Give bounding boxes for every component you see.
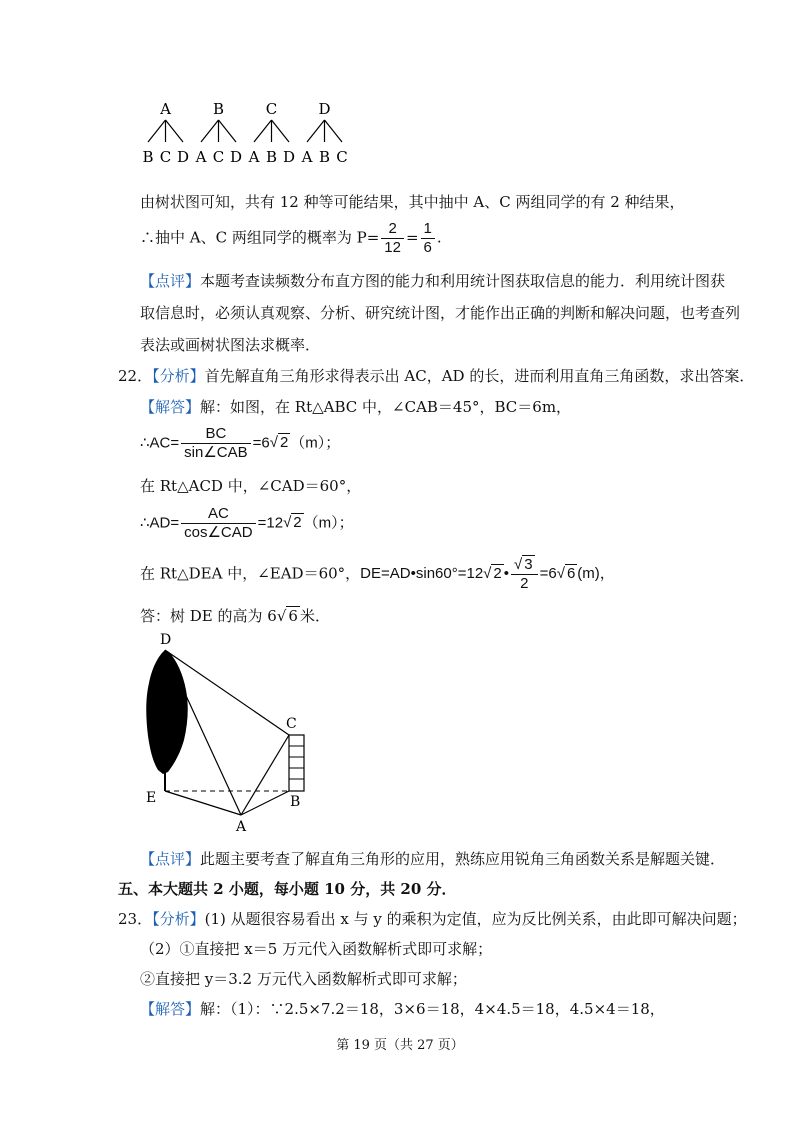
answer-text: 解：（1）：∵2.5×7.2＝18，3×6＝18，4×4.5＝18，4.5×4＝18， xyxy=(200,1000,665,1018)
dot: • xyxy=(503,565,510,583)
building xyxy=(289,735,304,791)
tree-leaf-c: C xyxy=(159,148,172,166)
section-5-heading: 五、本大题共 2 小题，每小题 10 分，共 20 分． xyxy=(118,880,457,898)
tree-leaf-c: C xyxy=(336,148,348,166)
tree-branch xyxy=(148,120,166,142)
radicand: 2 xyxy=(279,434,289,452)
ac-coef: =6 xyxy=(252,434,270,452)
frac-num: BC xyxy=(181,425,250,444)
q21-comment-line-2: 取信息时，必须认真观察、分析、研究统计图，才能作出正确的判断和解决问题，也考查列 xyxy=(140,304,741,322)
unit: (m)， xyxy=(577,565,615,583)
frac-den: cos∠CAD xyxy=(184,524,253,541)
tree-branch xyxy=(166,120,184,142)
q23-answer-line xyxy=(140,998,665,1019)
ad-lhs: ∴AD= xyxy=(140,514,180,532)
tree-leaf-b: B xyxy=(318,148,331,166)
label-a: A xyxy=(236,819,247,833)
tree-geometry-figure xyxy=(140,628,320,833)
tree-leaf-a: A xyxy=(248,148,260,166)
comment-tag: 【点评】 xyxy=(140,272,201,290)
sqrt3-over-2 xyxy=(511,556,538,593)
label-d: D xyxy=(160,632,172,648)
tree-root-d: D xyxy=(318,100,331,118)
tree-leaf-b: B xyxy=(142,148,154,166)
page-footer: 第 19 页（共 27 页） xyxy=(336,1038,464,1053)
q21-conclusion-line: 由树状图可知，共有 12 种等可能结果，其中抽中 A、C 两组同学的有 2 种结果， xyxy=(140,193,685,211)
tree-root-a: A xyxy=(160,100,171,118)
radicand: 2 xyxy=(493,565,502,583)
label-b: B xyxy=(290,794,301,810)
final-prefix: 答：树 DE 的高为 6 xyxy=(140,607,277,625)
radicand: 3 xyxy=(524,556,533,573)
ac-lhs: ∴AC= xyxy=(140,434,180,452)
tree-root-b: B xyxy=(212,100,225,118)
sqrt-symbol: √ 2 xyxy=(283,514,302,532)
tree-leaf-d: D xyxy=(282,148,296,166)
equals-coef: =6 xyxy=(539,565,557,583)
analysis-text: 首先解直角三角形求得表示出 AC，AD 的长，进而利用直角三角函数，求出答案． xyxy=(204,367,755,385)
tree-leaf-c: C xyxy=(212,148,225,166)
frac-den: 2 xyxy=(520,575,529,592)
answer-tag: 【解答】 xyxy=(140,398,201,416)
q22-final-answer xyxy=(140,605,330,626)
sqrt-symbol: √ 6 xyxy=(276,607,298,625)
tree-branch xyxy=(325,120,343,142)
comment-text: 此题主要考查了解直角三角形的应用，熟练应用锐角三角函数关系是解题关键． xyxy=(200,850,726,868)
answer-tag: 【解答】 xyxy=(140,1000,201,1018)
sqrt-symbol: √ 6 xyxy=(556,565,576,583)
tree-silhouette xyxy=(146,650,187,774)
frac-den: sin∠CAB xyxy=(184,444,248,461)
tree-branch xyxy=(307,120,325,142)
tree-leaf-a: A xyxy=(195,148,207,166)
q22-ac-formula xyxy=(140,425,340,462)
radicand: 6 xyxy=(288,607,298,625)
question-number: 22． xyxy=(118,367,153,385)
radicand: 2 xyxy=(293,514,302,532)
radicand: 6 xyxy=(566,565,576,583)
sqrt-symbol: √ 2 xyxy=(269,434,289,452)
final-suffix: 米． xyxy=(299,607,330,625)
sqrt-symbol: √ 2 xyxy=(483,565,502,583)
frac-num: 1 xyxy=(421,220,435,239)
frac-den: 6 xyxy=(423,239,432,256)
ac-fraction xyxy=(181,425,250,462)
tree-branch xyxy=(272,120,290,142)
frac-num: AC xyxy=(181,505,255,524)
analysis-tag: 【分析】 xyxy=(152,367,205,385)
formula-text: DE=AD•sin60°=12 xyxy=(360,565,484,583)
q22-ad-formula xyxy=(140,505,354,542)
sqrt-symbol: √ 3 xyxy=(514,556,533,573)
label-e: E xyxy=(146,790,157,806)
frac-den: 12 xyxy=(384,239,401,256)
unit: （m）； xyxy=(303,514,354,532)
analysis-text: (1) 从题很容易看出 x 与 y 的乘积为定值，应为反比例关系，由此即可解决问题； xyxy=(204,910,747,928)
analysis-tag: 【分析】 xyxy=(152,910,205,928)
q22-analysis-line xyxy=(118,365,754,386)
q21-comment-line-3: 表法或画树状图法求概率． xyxy=(140,336,321,354)
tree-root-c: C xyxy=(265,100,278,118)
comment-tag: 【点评】 xyxy=(140,850,201,868)
fraction-2-12 xyxy=(381,220,404,257)
tree-branch xyxy=(219,120,237,142)
probability-prefix: ∴抽中 A、C 两组同学的概率为 P= xyxy=(140,228,380,247)
unit: （m）； xyxy=(290,434,341,452)
tree-leaf-a: A xyxy=(301,148,313,166)
segment-ea xyxy=(165,791,241,815)
tree-leaf-b: B xyxy=(265,148,278,166)
label-c: C xyxy=(286,716,297,732)
equals: = xyxy=(405,228,419,247)
period: . xyxy=(436,228,442,247)
tree-leaf-d: D xyxy=(176,148,190,166)
q22-answer-intro xyxy=(140,396,571,417)
dea-prefix: 在 Rt△DEA 中，∠EAD＝60°， xyxy=(140,564,361,583)
q23-analysis-line xyxy=(118,908,747,929)
q22-dea-line xyxy=(140,556,615,593)
q21-probability-line xyxy=(140,220,442,257)
comment-text: 本题考查读频数分布直方图的能力和利用统计图获取信息的能力．利用统计图获 xyxy=(200,272,726,290)
q23-line-2: （2）①直接把 x＝5 万元代入函数解析式即可求解； xyxy=(140,940,493,958)
q21-comment-line-1 xyxy=(140,270,725,291)
question-number: 23． xyxy=(118,910,153,928)
q22-comment xyxy=(140,848,725,869)
ad-coef: =12 xyxy=(257,514,284,532)
tree-leaf-d: D xyxy=(229,148,243,166)
q22-acd-line: 在 Rt△ACD 中，∠CAD＝60°， xyxy=(140,477,362,495)
answer-intro-text: 解：如图，在 Rt△ABC 中，∠CAB＝45°，BC＝6m， xyxy=(200,398,572,416)
frac-num: 2 xyxy=(381,220,404,239)
q23-line-3: ②直接把 y＝3.2 万元代入函数解析式即可求解； xyxy=(140,970,467,988)
dea-formula xyxy=(360,556,615,592)
tree-branch xyxy=(254,120,272,142)
ad-fraction xyxy=(181,505,255,542)
tree-branch xyxy=(201,120,219,142)
tree-diagram xyxy=(138,96,358,168)
fraction-1-6 xyxy=(421,220,435,257)
